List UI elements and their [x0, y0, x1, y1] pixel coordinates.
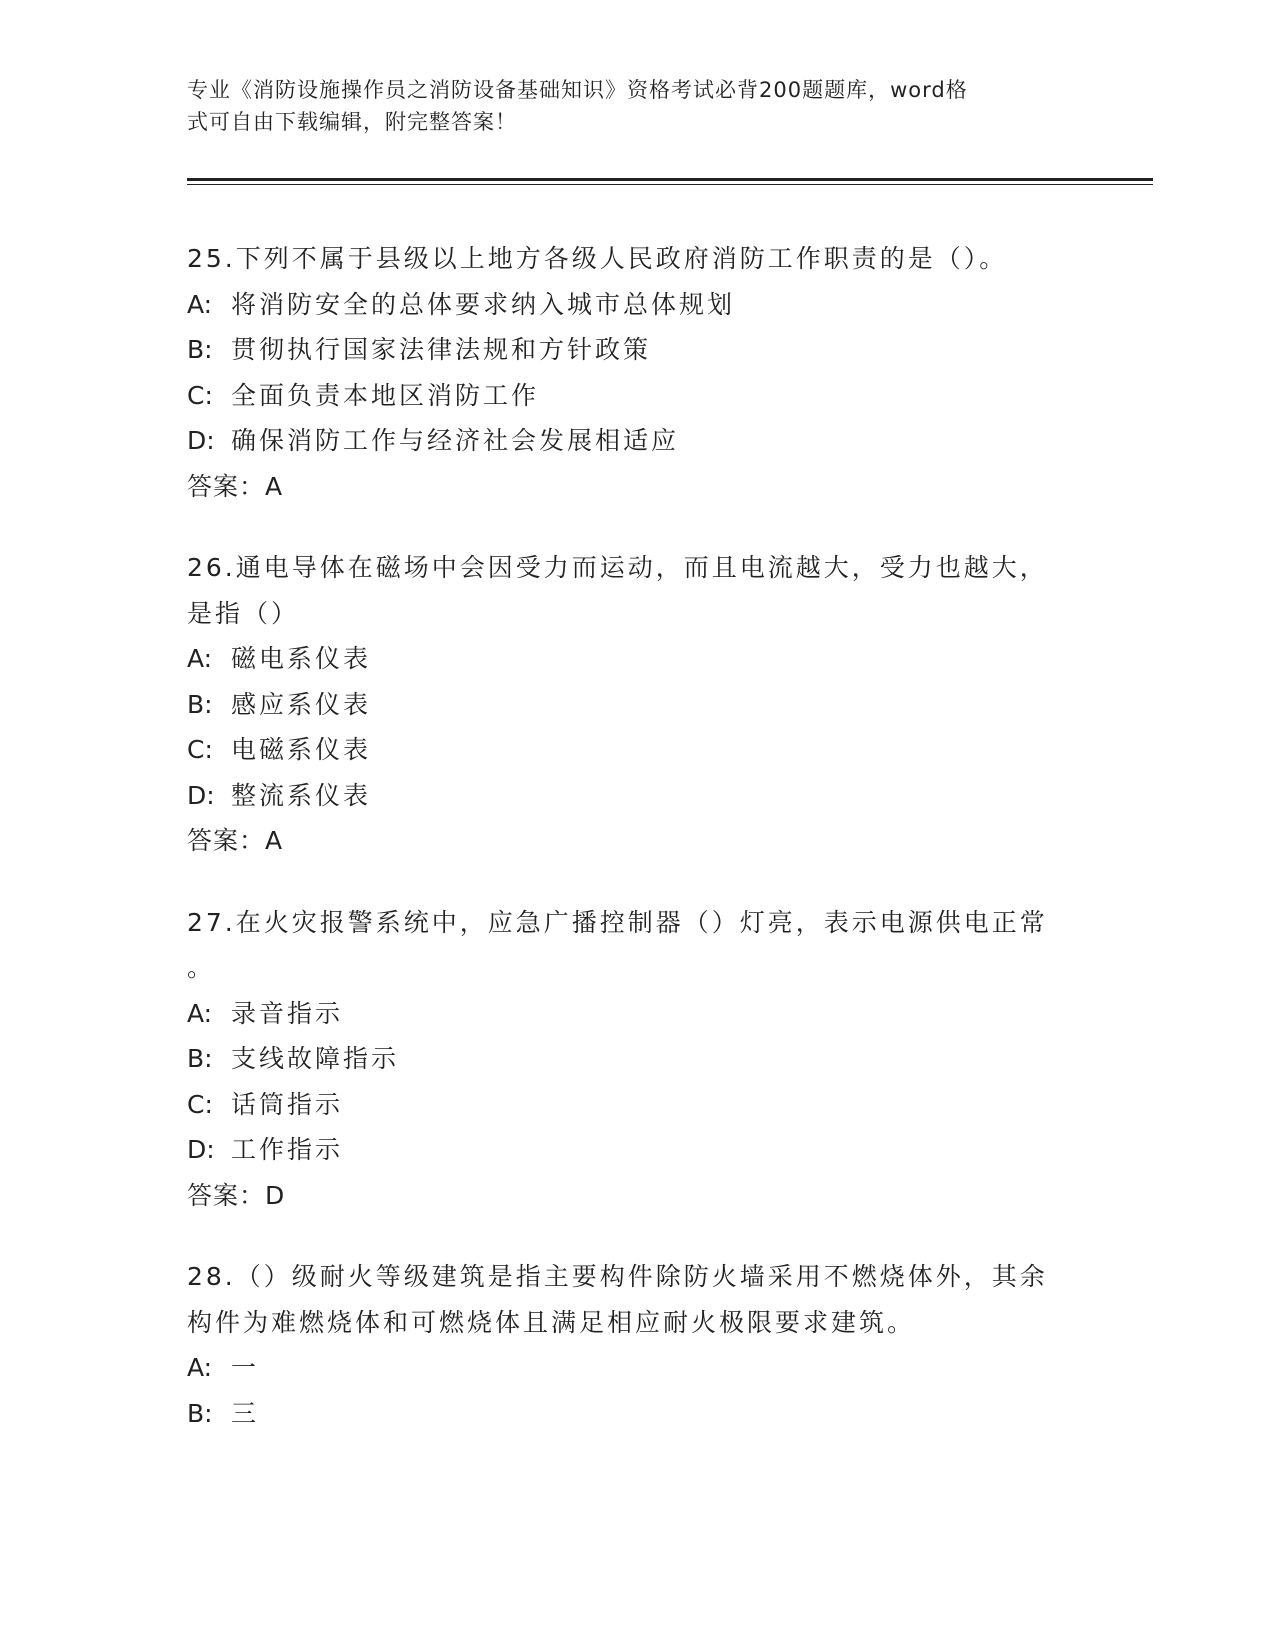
option-text: 支线故障指示	[231, 1044, 400, 1073]
option-row	[187, 727, 1087, 773]
option-row	[187, 373, 1087, 419]
question-block	[187, 545, 1087, 864]
option-text: 全面负责本地区消防工作	[231, 380, 540, 410]
option-letter: D:	[187, 426, 215, 455]
option-text: 录音指示	[231, 998, 344, 1028]
question-stem: 28.（）级耐火等级建筑是指主要构件除防火墙采用不燃烧体外，其余	[187, 1262, 1048, 1291]
question-stem: 25.下列不属于县级以上地方各级人民政府消防工作职责的是（）。	[187, 244, 1008, 273]
header-line-1: 专业《消防设施操作员之消防设备基础知识》资格考试必背200题题库，word格	[187, 78, 968, 102]
option-row	[187, 991, 1087, 1037]
option-text: 电磁系仪表	[231, 735, 372, 764]
option-letter: C:	[187, 1089, 213, 1119]
answer-label: 答案：A	[187, 826, 284, 855]
option-letter: C:	[187, 380, 213, 410]
header-divider-thin	[187, 184, 1153, 185]
option-letter: B:	[187, 1398, 213, 1428]
option-row	[187, 418, 1087, 464]
header-line-2: 式可自由下载编辑，附完整答案！	[187, 110, 517, 134]
option-letter: D:	[187, 1135, 215, 1164]
option-letter: D:	[187, 780, 215, 810]
option-letter: B:	[187, 689, 213, 719]
option-letter: A:	[187, 1353, 213, 1382]
question-stem: 26.通电导体在磁场中会因受力而运动，而且电流越大，受力也越大，	[187, 553, 1048, 582]
answer-label: 答案：D	[187, 1180, 286, 1210]
option-letter: A:	[187, 289, 213, 319]
option-letter: B:	[187, 1044, 213, 1073]
question-block	[187, 900, 1087, 1219]
option-text: 工作指示	[231, 1135, 344, 1164]
option-row	[187, 1036, 1087, 1082]
option-text: 话筒指示	[231, 1089, 344, 1119]
option-letter: B:	[187, 335, 213, 364]
answer-label: 答案：A	[187, 471, 284, 501]
option-row	[187, 682, 1087, 728]
option-text: 将消防安全的总体要求纳入城市总体规划	[231, 289, 736, 319]
option-text: 一	[231, 1353, 260, 1382]
question-block	[187, 1254, 1087, 1436]
option-row	[187, 1345, 1087, 1391]
option-row	[187, 327, 1087, 373]
option-text: 磁电系仪表	[231, 644, 372, 673]
option-row	[187, 1391, 1087, 1437]
option-letter: C:	[187, 735, 213, 764]
document-header	[187, 74, 1067, 138]
question-block	[187, 236, 1087, 509]
option-letter: A:	[187, 644, 213, 673]
option-row	[187, 1082, 1087, 1128]
option-row	[187, 773, 1087, 819]
question-stem: 构件为难燃烧体和可燃烧体且满足相应耐火极限要求建筑。	[187, 1307, 916, 1337]
option-letter: A:	[187, 998, 213, 1028]
header-divider-thick	[187, 178, 1153, 181]
option-text: 整流系仪表	[231, 780, 372, 810]
option-text: 三	[231, 1398, 260, 1428]
option-row	[187, 636, 1087, 682]
question-stem: 。	[187, 953, 216, 982]
option-text: 贯彻执行国家法律法规和方针政策	[231, 335, 652, 364]
option-text: 确保消防工作与经济社会发展相适应	[231, 426, 680, 455]
option-row	[187, 282, 1087, 328]
question-stem: 是指（）	[187, 598, 300, 628]
option-text: 感应系仪表	[231, 689, 372, 719]
option-row	[187, 1127, 1087, 1173]
question-list	[187, 236, 1087, 1472]
question-stem: 27.在火灾报警系统中，应急广播控制器（）灯亮，表示电源供电正常	[187, 907, 1048, 937]
